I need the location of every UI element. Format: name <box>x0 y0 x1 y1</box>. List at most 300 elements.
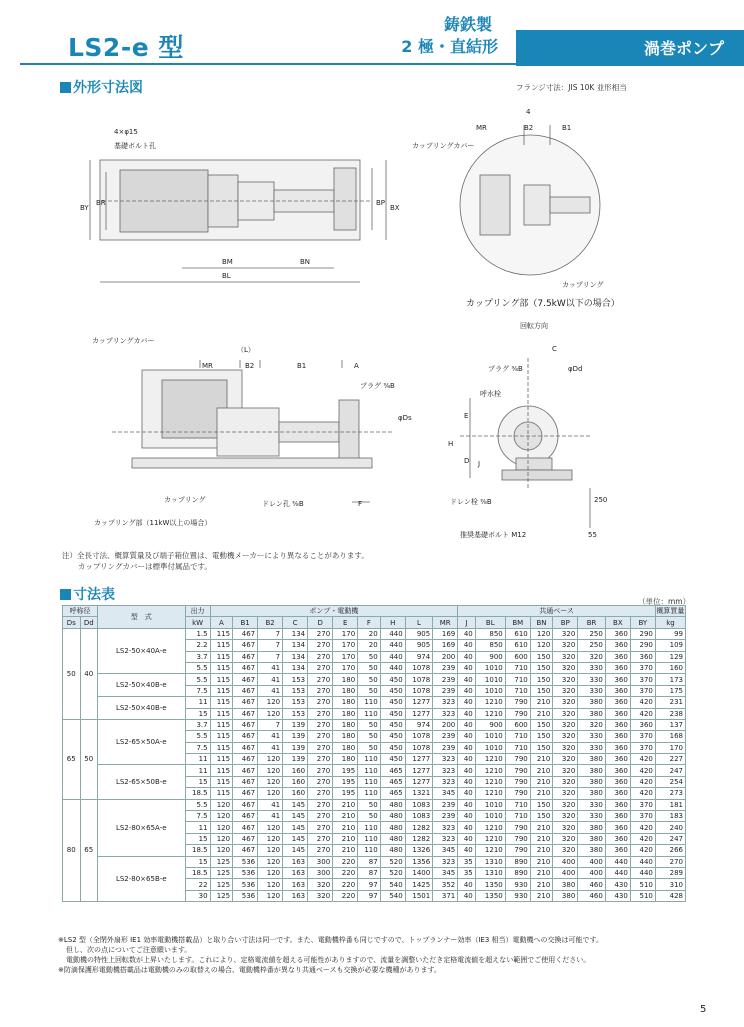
value-cell: 371 <box>433 890 458 901</box>
value-cell: 120 <box>258 867 283 878</box>
value-cell: 210 <box>333 799 358 810</box>
value-cell: 22 <box>185 879 210 890</box>
value-cell: 270 <box>308 776 333 787</box>
value-cell: 790 <box>505 765 530 776</box>
value-cell: 210 <box>530 708 553 719</box>
model-name: LS2-50×40B-e <box>98 697 186 720</box>
value-cell: 200 <box>433 719 458 730</box>
value-cell: 360 <box>605 662 630 673</box>
plug-label: プラグ ⅜B <box>360 382 395 390</box>
page-number: 5 <box>700 1004 707 1015</box>
value-cell: 320 <box>553 662 578 673</box>
value-cell: 467 <box>233 799 258 810</box>
value-cell: 120 <box>258 845 283 856</box>
value-cell: 120 <box>530 640 553 651</box>
header-f: F <box>358 617 381 628</box>
value-cell: 3.7 <box>185 651 210 662</box>
value-cell: 710 <box>505 811 530 822</box>
value-cell: 195 <box>333 776 358 787</box>
value-cell: 210 <box>530 856 553 867</box>
value-cell: 40 <box>458 879 476 890</box>
value-cell: 120 <box>258 788 283 799</box>
value-cell: 1083 <box>405 799 433 810</box>
value-cell: 115 <box>210 719 233 730</box>
value-cell: 134 <box>283 640 308 651</box>
footnote-4: ※防滴保護形電動機搭載品は電動機のみの取替えの場合、電動機枠番が異なり共通ベースも交換が必要な機種があります。 <box>58 966 441 974</box>
header-j: J <box>458 617 476 628</box>
value-cell: 467 <box>233 742 258 753</box>
value-cell: 125 <box>210 856 233 867</box>
value-cell: 40 <box>458 719 476 730</box>
value-cell: 300 <box>308 856 333 867</box>
value-cell: 360 <box>605 628 630 639</box>
value-cell: 710 <box>505 662 530 673</box>
value-cell: 850 <box>475 628 505 639</box>
footnotes <box>58 935 718 975</box>
value-cell: 150 <box>530 674 553 685</box>
dim-d: D <box>464 457 470 465</box>
value-cell: 183 <box>655 811 685 822</box>
value-cell: 900 <box>475 719 505 730</box>
value-cell: 1210 <box>475 697 505 708</box>
value-cell: 115 <box>210 685 233 696</box>
value-cell: 440 <box>605 867 630 878</box>
table-row <box>63 628 686 639</box>
value-cell: 40 <box>458 890 476 901</box>
header-ds: Ds <box>63 617 81 628</box>
value-cell: 210 <box>333 833 358 844</box>
header-bp: BP <box>553 617 578 628</box>
value-cell: 320 <box>553 640 578 651</box>
header-d: D <box>308 617 333 628</box>
value-cell: 160 <box>283 765 308 776</box>
header-dd: Dd <box>80 617 98 628</box>
header-bn: BN <box>530 617 553 628</box>
value-cell: 1277 <box>405 765 433 776</box>
value-cell: 15 <box>185 833 210 844</box>
value-cell: 270 <box>308 662 333 673</box>
value-cell: 380 <box>578 697 606 708</box>
value-cell: 1350 <box>475 890 505 901</box>
value-cell: 50 <box>358 742 381 753</box>
value-cell: 87 <box>358 856 381 867</box>
end-view-drawing <box>440 318 620 548</box>
value-cell: 220 <box>333 879 358 890</box>
value-cell: 40 <box>458 674 476 685</box>
value-cell: 465 <box>380 788 405 799</box>
value-cell: 15 <box>185 776 210 787</box>
value-cell: 320 <box>553 845 578 856</box>
value-cell: 440 <box>380 640 405 651</box>
value-cell: 239 <box>433 811 458 822</box>
section-outline-heading: 外形寸法図 <box>60 77 143 97</box>
dim-b1: B1 <box>562 124 572 132</box>
coupling-label: カップリング <box>562 281 604 289</box>
value-cell: 467 <box>233 640 258 651</box>
value-cell: 1350 <box>475 879 505 890</box>
value-cell: 11 <box>185 765 210 776</box>
value-cell: 370 <box>630 731 655 742</box>
value-cell: 360 <box>605 708 630 719</box>
plug-label-2: プラグ ⅜B <box>488 365 523 373</box>
value-cell: 460 <box>578 879 606 890</box>
value-cell: 160 <box>283 776 308 787</box>
rotation-label: 回転方向 <box>520 322 548 330</box>
value-cell: 40 <box>458 640 476 651</box>
value-cell: 790 <box>505 776 530 787</box>
table-header-row <box>63 606 686 617</box>
value-cell: 1310 <box>475 867 505 878</box>
value-cell: 40 <box>458 799 476 810</box>
value-cell: 254 <box>655 776 685 787</box>
value-cell: 7 <box>258 719 283 730</box>
value-cell: 270 <box>308 765 333 776</box>
value-cell: 181 <box>655 799 685 810</box>
value-cell: 320 <box>553 708 578 719</box>
value-cell: 115 <box>210 708 233 719</box>
value-cell: 41 <box>258 811 283 822</box>
value-cell: 5.5 <box>185 662 210 673</box>
value-cell: 467 <box>233 628 258 639</box>
value-cell: 360 <box>605 651 630 662</box>
dim-bl: BL <box>222 272 231 280</box>
value-cell: 536 <box>233 890 258 901</box>
value-cell: 115 <box>210 765 233 776</box>
value-cell: 370 <box>630 674 655 685</box>
value-cell: 270 <box>308 845 333 856</box>
value-cell: 310 <box>655 879 685 890</box>
value-cell: 220 <box>333 890 358 901</box>
value-cell: 270 <box>308 708 333 719</box>
bolt-hole-label: 基礎ボルト孔 <box>114 142 156 150</box>
bore-dd: 40 <box>80 628 98 719</box>
value-cell: 510 <box>630 890 655 901</box>
value-cell: 790 <box>505 845 530 856</box>
value-cell: 170 <box>655 742 685 753</box>
value-cell: 1210 <box>475 776 505 787</box>
value-cell: 1210 <box>475 788 505 799</box>
value-cell: 40 <box>458 776 476 787</box>
value-cell: 163 <box>283 856 308 867</box>
value-cell: 120 <box>258 822 283 833</box>
value-cell: 320 <box>553 833 578 844</box>
value-cell: 905 <box>405 640 433 651</box>
value-cell: 163 <box>283 890 308 901</box>
header-br: BR <box>578 617 606 628</box>
value-cell: 1010 <box>475 674 505 685</box>
value-cell: 1282 <box>405 822 433 833</box>
value-cell: 430 <box>605 879 630 890</box>
value-cell: 5.5 <box>185 674 210 685</box>
value-cell: 170 <box>333 651 358 662</box>
value-cell: 115 <box>210 640 233 651</box>
value-cell: 7 <box>258 640 283 651</box>
header-kw: kW <box>185 617 210 628</box>
model-name: LS2-80×65A-e <box>98 799 186 856</box>
value-cell: 360 <box>605 742 630 753</box>
value-cell: 480 <box>380 822 405 833</box>
value-cell: 330 <box>578 674 606 685</box>
dim-by: BY <box>80 204 89 212</box>
value-cell: 450 <box>380 697 405 708</box>
value-cell: 323 <box>433 833 458 844</box>
value-cell: 11 <box>185 822 210 833</box>
value-cell: 41 <box>258 662 283 673</box>
value-cell: 710 <box>505 742 530 753</box>
value-cell: 239 <box>433 742 458 753</box>
value-cell: 210 <box>530 776 553 787</box>
value-cell: 247 <box>655 833 685 844</box>
value-cell: 360 <box>605 719 630 730</box>
value-cell: 153 <box>283 708 308 719</box>
header-base: 共通ベース <box>458 606 656 617</box>
bore-ds: 65 <box>63 719 81 799</box>
value-cell: 145 <box>283 811 308 822</box>
coupling-label-2: カップリング <box>164 496 206 504</box>
value-cell: 320 <box>553 822 578 833</box>
value-cell: 5.5 <box>185 799 210 810</box>
value-cell: 370 <box>630 685 655 696</box>
header-mass: 概算質量 <box>656 607 685 616</box>
value-cell: 41 <box>258 685 283 696</box>
value-cell: 370 <box>630 742 655 753</box>
value-cell: 210 <box>333 822 358 833</box>
value-cell: 360 <box>605 765 630 776</box>
value-cell: 115 <box>210 788 233 799</box>
value-cell: 120 <box>210 811 233 822</box>
value-cell: 210 <box>530 765 553 776</box>
value-cell: 380 <box>578 708 606 719</box>
value-cell: 480 <box>380 799 405 810</box>
value-cell: 1501 <box>405 890 433 901</box>
value-cell: 40 <box>458 731 476 742</box>
value-cell: 320 <box>553 697 578 708</box>
value-cell: 450 <box>380 754 405 765</box>
value-cell: 1083 <box>405 811 433 822</box>
value-cell: 120 <box>258 856 283 867</box>
value-cell: 974 <box>405 719 433 730</box>
value-cell: 273 <box>655 788 685 799</box>
value-cell: 890 <box>505 856 530 867</box>
value-cell: 905 <box>405 628 433 639</box>
value-cell: 1078 <box>405 674 433 685</box>
value-cell: 137 <box>655 719 685 730</box>
value-cell: 467 <box>233 674 258 685</box>
value-cell: 1310 <box>475 856 505 867</box>
value-cell: 110 <box>358 697 381 708</box>
square-bullet-icon <box>60 82 71 93</box>
value-cell: 345 <box>433 845 458 856</box>
value-cell: 210 <box>530 845 553 856</box>
bore-ds: 50 <box>63 628 81 719</box>
value-cell: 210 <box>333 845 358 856</box>
header-pump: ポンプ・電動機 <box>210 606 458 617</box>
value-cell: 270 <box>308 811 333 822</box>
model-name: LS2-50×40B-e <box>98 674 186 697</box>
value-cell: 380 <box>578 776 606 787</box>
value-cell: 120 <box>530 628 553 639</box>
value-cell: 1078 <box>405 662 433 673</box>
value-cell: 175 <box>655 685 685 696</box>
value-cell: 1.5 <box>185 628 210 639</box>
value-cell: 360 <box>605 731 630 742</box>
value-cell: 1277 <box>405 754 433 765</box>
value-cell: 270 <box>308 822 333 833</box>
value-cell: 120 <box>258 879 283 890</box>
dim-f: F <box>358 500 363 508</box>
value-cell: 40 <box>458 685 476 696</box>
value-cell: 536 <box>233 867 258 878</box>
value-cell: 360 <box>630 719 655 730</box>
dim-br: BR <box>96 199 106 207</box>
value-cell: 270 <box>308 754 333 765</box>
value-cell: 41 <box>258 731 283 742</box>
value-cell: 150 <box>530 719 553 730</box>
value-cell: 536 <box>233 856 258 867</box>
value-cell: 360 <box>630 651 655 662</box>
value-cell: 150 <box>530 742 553 753</box>
dim-55: 55 <box>588 531 597 539</box>
value-cell: 330 <box>578 799 606 810</box>
value-cell: 163 <box>283 867 308 878</box>
value-cell: 18.5 <box>185 845 210 856</box>
value-cell: 1210 <box>475 822 505 833</box>
value-cell: 352 <box>433 879 458 890</box>
bolt-label: 4×φ15 <box>114 128 138 136</box>
model-name: LS2-50×40A-e <box>98 628 186 674</box>
value-cell: 139 <box>283 754 308 765</box>
value-cell: 600 <box>505 719 530 730</box>
value-cell: 220 <box>333 867 358 878</box>
value-cell: 153 <box>283 674 308 685</box>
note-2: カップリングカバーは標準付属品です。 <box>78 562 212 571</box>
value-cell: 40 <box>458 662 476 673</box>
value-cell: 120 <box>210 799 233 810</box>
value-cell: 360 <box>605 833 630 844</box>
value-cell: 170 <box>333 662 358 673</box>
value-cell: 180 <box>333 742 358 753</box>
dim-bx: BX <box>390 204 400 212</box>
value-cell: 467 <box>233 765 258 776</box>
value-cell: 360 <box>605 799 630 810</box>
value-cell: 40 <box>458 708 476 719</box>
coupling-caption-small: カップリング部（7.5kW以下の場合） <box>466 299 620 309</box>
value-cell: 180 <box>333 731 358 742</box>
value-cell: 540 <box>380 890 405 901</box>
model-name: LS2-80×65B-e <box>98 856 186 902</box>
value-cell: 345 <box>433 788 458 799</box>
value-cell: 40 <box>458 845 476 856</box>
value-cell: 380 <box>578 822 606 833</box>
value-cell: 790 <box>505 697 530 708</box>
value-cell: 180 <box>333 685 358 696</box>
value-cell: 115 <box>210 662 233 673</box>
value-cell: 330 <box>578 742 606 753</box>
value-cell: 210 <box>530 822 553 833</box>
value-cell: 520 <box>380 856 405 867</box>
value-cell: 153 <box>283 685 308 696</box>
value-cell: 2.2 <box>185 640 210 651</box>
header-h: H <box>380 617 405 628</box>
dim-bn: BN <box>300 258 311 266</box>
value-cell: 380 <box>578 765 606 776</box>
header-bm: BM <box>505 617 530 628</box>
value-cell: 330 <box>578 811 606 822</box>
header-c: C <box>283 617 308 628</box>
footnote-1: ※LS2 型（全閉外扇形 IE1 効率電動機搭載品）と取り合い寸法は同一です。また、電動機枠番も同じですので、トップランナー効率（IE3 相当）電動機への交換は可能です。 <box>58 936 603 944</box>
value-cell: 115 <box>210 697 233 708</box>
unit-note: （単位：mm） <box>638 597 691 606</box>
value-cell: 239 <box>433 799 458 810</box>
value-cell: 450 <box>380 731 405 742</box>
value-cell: 790 <box>505 822 530 833</box>
square-bullet-icon <box>60 589 71 600</box>
value-cell: 323 <box>433 776 458 787</box>
value-cell: 420 <box>630 754 655 765</box>
coupling-cover-label: カップリングカバー <box>412 142 475 150</box>
value-cell: 428 <box>655 890 685 901</box>
value-cell: 153 <box>283 697 308 708</box>
value-cell: 380 <box>578 754 606 765</box>
value-cell: 40 <box>458 628 476 639</box>
value-cell: 480 <box>380 811 405 822</box>
value-cell: 110 <box>358 765 381 776</box>
value-cell: 360 <box>605 685 630 696</box>
dim-h: H <box>448 440 454 448</box>
value-cell: 173 <box>655 674 685 685</box>
value-cell: 290 <box>630 640 655 651</box>
value-cell: 110 <box>358 776 381 787</box>
section-table-heading: 寸法表 <box>60 584 115 604</box>
header-output: 出力 <box>185 606 210 617</box>
value-cell: 930 <box>505 890 530 901</box>
value-cell: 139 <box>283 719 308 730</box>
dim-a: A <box>354 362 359 370</box>
value-cell: 115 <box>210 731 233 742</box>
dim-250: 250 <box>594 496 608 504</box>
value-cell: 15 <box>185 856 210 867</box>
value-cell: 380 <box>553 879 578 890</box>
value-cell: 115 <box>210 674 233 685</box>
value-cell: 247 <box>655 765 685 776</box>
value-cell: 360 <box>605 811 630 822</box>
header-a: A <box>210 617 233 628</box>
value-cell: 320 <box>553 754 578 765</box>
value-cell: 270 <box>308 799 333 810</box>
value-cell: 930 <box>505 879 530 890</box>
value-cell: 467 <box>233 651 258 662</box>
dim-mr-2: MR <box>202 362 213 370</box>
value-cell: 270 <box>308 674 333 685</box>
value-cell: 320 <box>308 879 333 890</box>
value-cell: 110 <box>358 833 381 844</box>
value-cell: 238 <box>655 708 685 719</box>
dim-c: C <box>552 345 557 353</box>
value-cell: 1010 <box>475 731 505 742</box>
value-cell: 323 <box>433 754 458 765</box>
value-cell: 1425 <box>405 879 433 890</box>
dim-j: J <box>478 460 481 468</box>
value-cell: 420 <box>630 708 655 719</box>
value-cell: 110 <box>358 708 381 719</box>
dim-four: 4 <box>526 108 531 116</box>
value-cell: 450 <box>380 742 405 753</box>
value-cell: 210 <box>530 879 553 890</box>
value-cell: 41 <box>258 742 283 753</box>
value-cell: 120 <box>258 833 283 844</box>
value-cell: 270 <box>308 742 333 753</box>
value-cell: 270 <box>308 651 333 662</box>
